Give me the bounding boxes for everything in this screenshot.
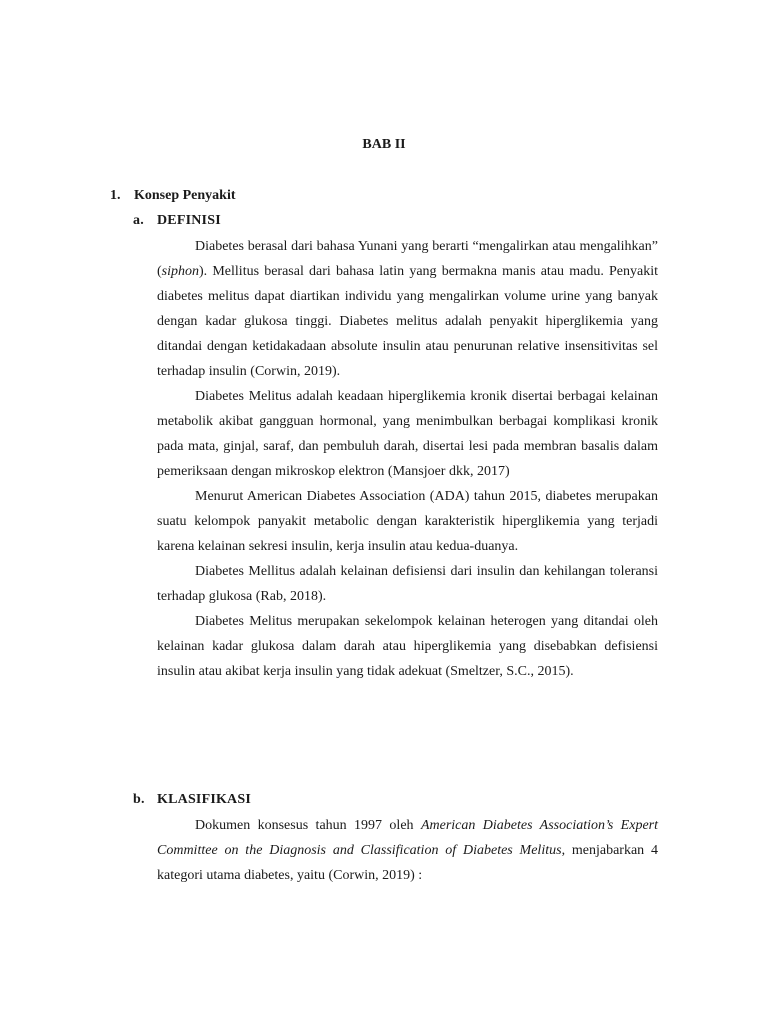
paragraph: Diabetes berasal dari bahasa Yunani yang berarti “mengalirkan atau mengalihkan” (siphon). Mellitus berasal dari bahasa latin yang bermakna manis atau madu. Penyakit diabetes melitus dapat diartikan individu yang mengalirkan volume urine yang banyak dengan kadar glukosa tinggi. Diabetes melitus adalah penyakit hiperglikemia yang ditandai dengan ketidakadaan absolute insulin atau penurunan relative insensitivitas sel terhadap insulin (Corwin, 2019). xyxy=(157,239,658,379)
paragraph: Menurut American Diabetes Association (ADA) tahun 2015, diabetes merupakan suatu kelompok panyakit metabolic dengan karakteristik hiperglikemia yang terjadi karena kelainan sekresi insulin, kerja insulin atau kedua-duanya. xyxy=(157,489,658,554)
section-number: 1. xyxy=(110,188,121,203)
paragraph: Diabetes Melitus adalah keadaan hiperglikemia kronik disertai berbagai kelainan metabolik akibat gangguan hormonal, yang menimbulkan berbagai komplikasi kronik pada mata, ginjal, saraf, dan pembuluh darah, disertai lesi pada membran basalis dalam pemeriksaan dengan mikroskop elektron (Mansjoer dkk, 2017) xyxy=(157,389,658,479)
paragraph: Diabetes Mellitus adalah kelainan defisiensi dari insulin dan kehilangan toleransi terhadap glukosa (Rab, 2018). xyxy=(157,564,658,604)
subsection-heading-klasifikasi xyxy=(133,792,251,808)
definisi-body xyxy=(157,234,658,684)
paragraph: Dokumen konsesus tahun 1997 oleh American Diabetes Association’s Expert Committee on the Diagnosis and Classification of Diabetes Melitus, menjabarkan 4 kategori utama diabetes, yaitu (Corwin, 2019) : xyxy=(157,818,659,883)
section-heading xyxy=(110,188,236,204)
subsection-letter: a. xyxy=(133,213,144,228)
subsection-letter: b. xyxy=(133,792,145,807)
section-title: Konsep Penyakit xyxy=(134,188,236,203)
klasifikasi-body xyxy=(157,813,658,888)
subsection-heading-definisi xyxy=(133,213,221,229)
chapter-title: BAB II xyxy=(362,137,406,152)
subsection-title: DEFINISI xyxy=(157,213,221,228)
paragraph: Diabetes Melitus merupakan sekelompok kelainan heterogen yang ditandai oleh kelainan kadar glukosa dalam darah atau hiperglikemia yang disebabkan defisiensi insulin atau akibat kerja insulin yang tidak adekuat (Smeltzer, S.C., 2015). xyxy=(157,614,658,679)
subsection-title: KLASIFIKASI xyxy=(157,792,252,807)
